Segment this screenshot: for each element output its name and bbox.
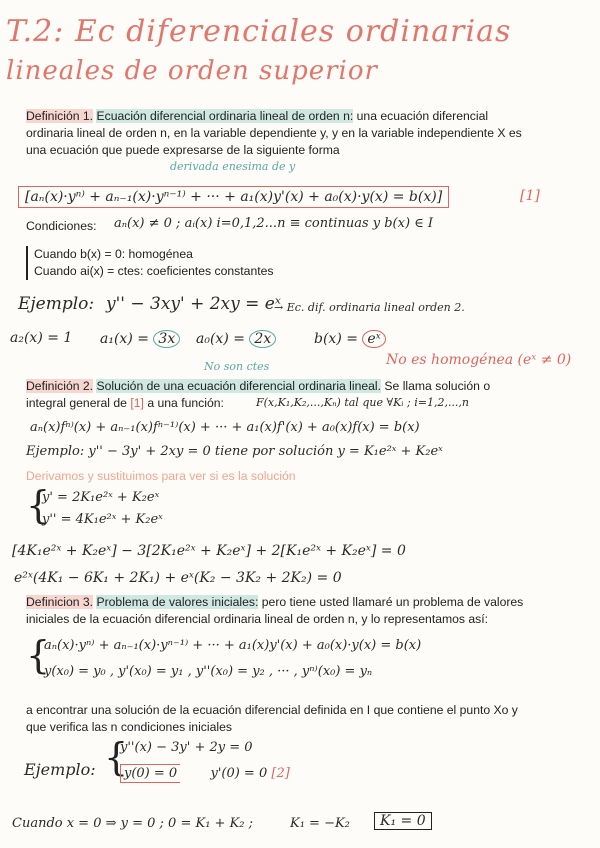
def2-system-brace: {	[26, 483, 51, 527]
def3-example-y0: y(0) = 0	[120, 764, 180, 783]
def2-substitution-2: e²ˣ(4K₁ − 6K₁ + 2K₁) + eˣ(K₂ − 3K₂ + 2K₂) = 0	[14, 570, 342, 586]
example1-b	[314, 330, 386, 348]
def3-system-eq2: y(x₀) = y₀ , y'(x₀) = y₁ , y''(x₀) = y₂ , ··· , yⁿ⁾(x₀) = yₙ	[44, 664, 373, 679]
example1-a1	[100, 330, 180, 348]
def2-text1: Se llama solución o	[384, 379, 491, 393]
def1-text3: una ecuación que puede expresarse de la siguiente forma	[26, 143, 340, 157]
def3-k-result: K₁ = 0	[374, 812, 432, 830]
def3-example-conditions	[120, 766, 290, 781]
def2-text2b: a una función:	[147, 396, 224, 410]
def1-case-constantes: Cuando ai(x) = ctes: coeficientes constantes	[34, 264, 274, 278]
def1-cases	[26, 246, 273, 280]
def3-example-ref: [2]	[271, 766, 290, 781]
def3-text2: iniciales de la ecuación diferencial ordinaria lineal de orden n, y lo representamos así:	[26, 612, 489, 626]
definition-1	[26, 108, 582, 159]
page-subtitle: lineales de orden superior	[6, 56, 378, 86]
def3-example-brace: {	[104, 735, 129, 779]
def2-equation: aₙ(x)fⁿ⁾(x) + aₙ₋₁(x)fⁿ⁻¹⁾(x) + ··· + a₁(x)f'(x) + a₀(x)f(x) = b(x)	[30, 420, 420, 435]
example1-a2: a₂(x) = 1	[10, 330, 73, 346]
def2-system-eq2: y'' = 4K₁e²ˣ + K₂eˣ	[42, 512, 163, 527]
def1-case-homogenea: Cuando b(x) = 0: homogénea	[34, 247, 193, 261]
def1-conditions-label: Condiciones:	[26, 219, 97, 233]
example1-a1-value: 3x	[153, 330, 180, 348]
def2-label: Definición 2.	[26, 379, 94, 393]
def2-ref: [1]	[130, 396, 144, 410]
def3-k-relation: K₁ = −K₂	[290, 816, 350, 831]
def2-example-text: y'' − 3y' + 2xy = 0 tiene por solución y = K₁e²ˣ + K₂eˣ	[88, 444, 443, 459]
def2-derivamos: Derivamos y sustituimos para ver si es la solución	[26, 469, 296, 483]
example1-b-value: eˣ	[362, 330, 385, 348]
def3-cuando: Cuando x = 0 ⇒ y = 0 ; 0 = K₁ + K₂ ;	[12, 816, 254, 831]
example1-no-homogenea: No es homogénea (eˣ ≠ 0)	[386, 352, 572, 368]
example1-a0-value: 2x	[249, 330, 276, 348]
def2-system-eq1: y' = 2K₁e²ˣ + K₂eˣ	[42, 490, 160, 505]
def1-annotation: derivada enesima de y	[170, 160, 296, 173]
def2-example-label: Ejemplo:	[26, 444, 85, 459]
def2-substitution-1: [4K₁e²ˣ + K₂eˣ] − 3[2K₁e²ˣ + K₂eˣ] + 2[K₁e²ˣ + K₂eˣ] = 0	[12, 543, 406, 559]
def3-system-brace: {	[26, 633, 51, 677]
example1-label: Ejemplo:	[18, 294, 95, 314]
def3-text3: a encontrar una solución de la ecuación diferencial definida en I que contiene el punto Xo y	[26, 703, 518, 717]
def1-equation: [aₙ(x)·yⁿ⁾ + aₙ₋₁(x)·yⁿ⁻¹⁾ + ··· + a₁(x)y'(x) + a₀(x)·y(x) = b(x)]	[18, 186, 449, 208]
def1-text2: ordinaria lineal de orden n, en la variable dependiente y, y en la variable independiente X es	[26, 126, 522, 140]
example1-a0-label: a₀(x) =	[196, 331, 245, 347]
page-title: T.2: Ec diferenciales ordinarias	[6, 14, 512, 49]
def1-eq-ref: [1]	[520, 188, 540, 204]
def2-text2a: integral general de	[26, 396, 127, 410]
def3-example-eq1: y''(x) − 3y' + 2y = 0	[120, 740, 253, 755]
def3-heading: Problema de valores iniciales:	[96, 595, 259, 609]
def1-conditions-eq: aₙ(x) ≠ 0 ; aᵢ(x) i=0,1,2...n ≡ continuas y b(x) ∈ I	[114, 216, 434, 231]
example1-equation: y'' − 3xy' + 2xy = eˣ	[106, 294, 281, 314]
def3-text4: que verifica las n condiciones iniciales	[26, 720, 232, 734]
example1-a1-label: a₁(x) =	[100, 331, 149, 347]
def3-example-label: Ejemplo:	[24, 760, 96, 779]
def3-label: Definicion 3.	[26, 595, 94, 609]
def2-example	[26, 444, 443, 459]
example1-b-label: b(x) =	[314, 331, 358, 347]
def3-example-yp0: y'(0) = 0	[210, 766, 268, 781]
def1-label: Definición 1.	[26, 109, 94, 123]
example1-no-ctes: No son ctes	[204, 360, 270, 373]
example1-note: → Ec. dif. ordinaria lineal orden 2.	[274, 301, 465, 314]
def3-system-eq1: aₙ(x)·yⁿ⁾ + aₙ₋₁(x)·yⁿ⁻¹⁾ + ··· + a₁(x)y'(x) + a₀(x)·y(x) = b(x)	[44, 638, 422, 653]
def3-paragraph	[26, 702, 582, 736]
def1-heading: Ecuación diferencial ordinaria lineal de orden n:	[96, 109, 354, 123]
example1-a0	[196, 330, 276, 348]
def2-heading: Solución de una ecuación diferencial ordinaria lineal.	[96, 379, 382, 393]
def1-text1: una ecuación diferencial	[356, 109, 489, 123]
def2-function: F(x,K₁,K₂,...,Kₙ) tal que ∀Kᵢ ; i=1,2,...,n	[256, 396, 470, 409]
definition-3	[26, 594, 582, 628]
def3-text1: pero tiene usted llamaré un problema de valores	[261, 595, 524, 609]
